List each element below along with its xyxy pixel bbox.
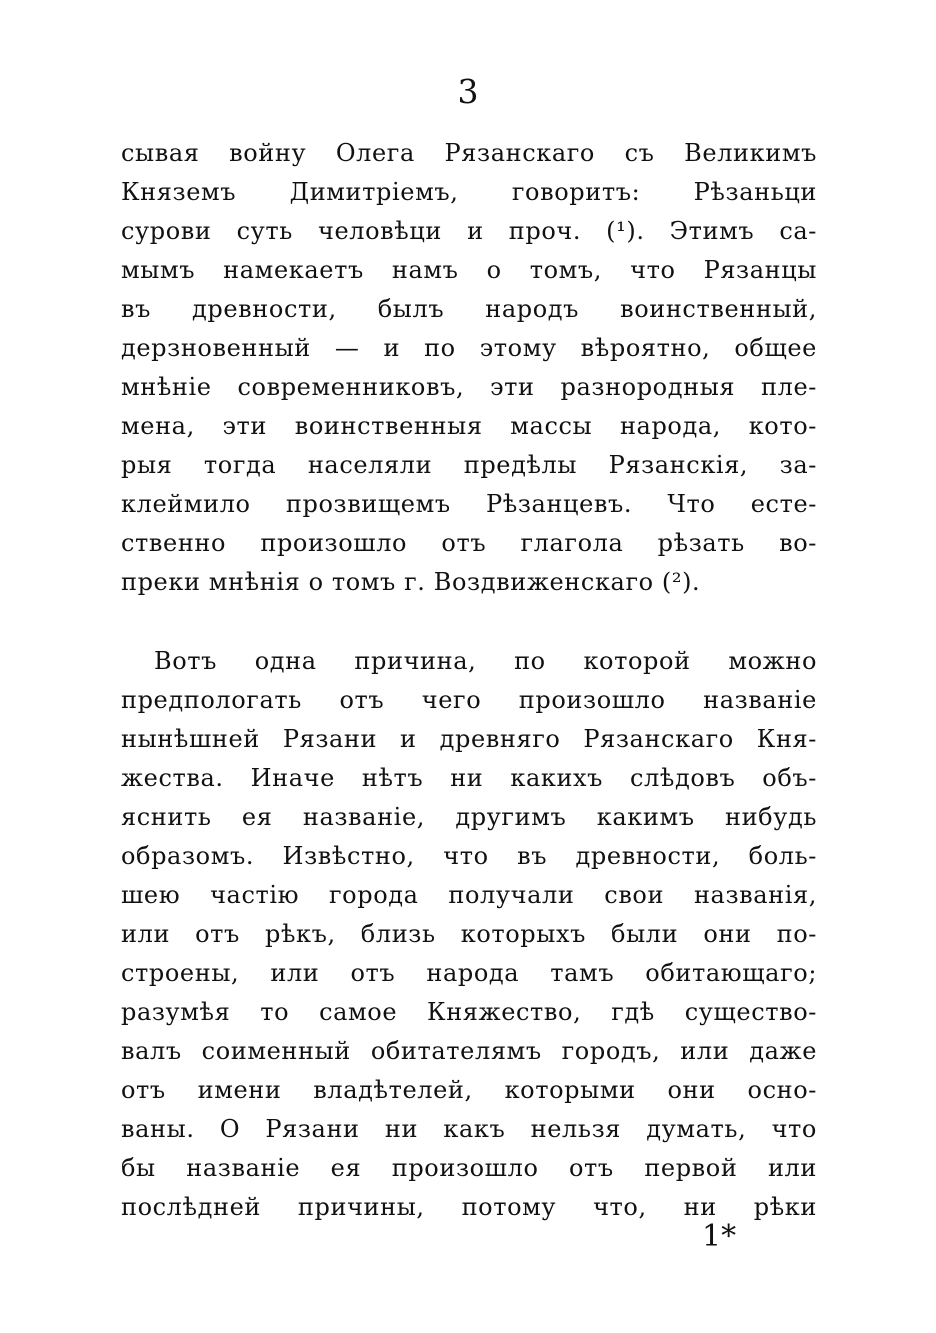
text-line: разумѣя то самое Княжество, гдѣ существо- — [121, 998, 817, 1026]
text-line: предпологать отъ чего произошло названіе — [121, 686, 817, 714]
text-line: ваны. О Рязани ни какъ нельзя думать, что — [121, 1115, 817, 1143]
text-line: мымъ намекаетъ намъ о томъ, что Рязанцы — [121, 256, 817, 284]
signature-mark: 1* — [702, 1219, 737, 1254]
page-number: 3 — [457, 72, 479, 111]
text-line: мнѣніе современниковъ, эти разнородныя пле- — [121, 373, 817, 401]
text-line: преки мнѣнія о томъ г. Воздвиженскаго (²). — [121, 568, 701, 596]
text-line: послѣдней причины, потому что, ни рѣки — [121, 1193, 817, 1221]
text-line: строены, или отъ народа тамъ обитающаго; — [121, 959, 817, 987]
text-line: дерзновенный — и по этому вѣроятно, общее — [121, 334, 817, 362]
text-line: шею частію города получали свои названія, — [121, 881, 817, 909]
text-line: рыя тогда населяли предѣлы Рязанскія, за- — [121, 451, 817, 479]
text-line: отъ имени владѣтелей, которыми они осно- — [121, 1076, 817, 1104]
text-line: сурови суть человѣци и проч. (¹). Этимъ са- — [121, 217, 817, 245]
text-line: или отъ рѣкъ, близь которыхъ были они по- — [121, 920, 817, 948]
text-line: ственно произошло отъ глагола рѣзать во- — [121, 529, 817, 557]
text-line: бы названіе ея произошло отъ первой или — [121, 1154, 817, 1182]
text-line: въ древности, былъ народъ воинственный, — [121, 295, 817, 323]
text-line: нынѣшней Рязани и древняго Рязанскаго Кня- — [121, 725, 817, 753]
text-line: клеймило прозвищемъ Рѣзанцевъ. Что есте- — [121, 490, 817, 518]
text-line: яснить ея названіе, другимъ какимъ нибудь — [121, 803, 817, 831]
text-line: мена, эти воинственныя массы народа, кото- — [121, 412, 817, 440]
text-line: образомъ. Извѣстно, что въ древности, боль- — [121, 842, 817, 870]
text-line: Вотъ одна причина, по которой можно — [154, 647, 817, 675]
text-line: сывая войну Олега Рязанскаго съ Великимъ — [121, 139, 817, 167]
text-line: жества. Иначе нѣтъ ни какихъ слѣдовъ объ- — [121, 764, 817, 792]
text-line: Княземъ Димитріемъ, говоритъ: Рѣзаньци — [121, 178, 817, 206]
text-line: валъ соименный обитателямъ городъ, или даже — [121, 1037, 817, 1065]
